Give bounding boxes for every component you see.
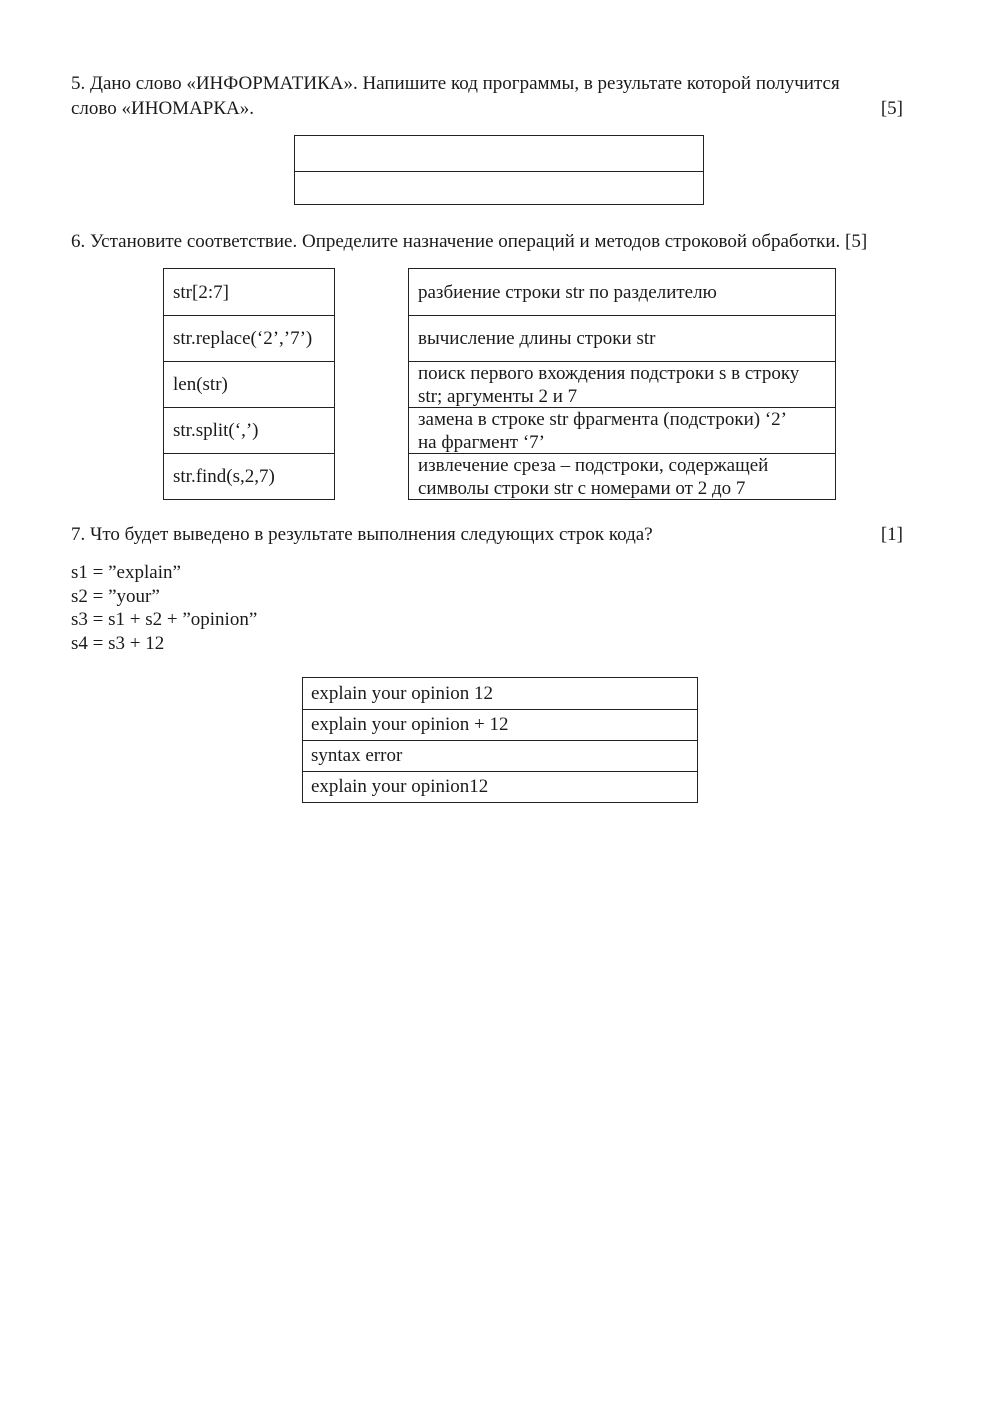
q6-description-text: вычисление длины строки str (418, 328, 656, 349)
q6-description-text: извлечение среза – подстроки, содержащей (418, 455, 769, 476)
q6-description-text: поиск первого вхождения подстроки s в строку (418, 363, 800, 384)
q7-option[interactable]: explain your opinion12 (303, 771, 697, 802)
q5-answer-box (294, 135, 704, 205)
q7-code-line: s2 = ”your” (71, 585, 160, 607)
q7-option[interactable]: explain your opinion + 12 (303, 709, 697, 740)
q6-description-text: замена в строке str фрагмента (подстроки) ‘2’ (418, 409, 787, 430)
q5-text-line2: слово «ИНОМАРКА». (71, 98, 254, 119)
q6-description-text: символы строки str с номерами от 2 до 7 (418, 478, 746, 499)
q6-operation-cell[interactable] (164, 361, 334, 407)
q6-operation-cell[interactable] (164, 315, 334, 361)
q7-code-line: s3 = s1 + s2 + ”opinion” (71, 609, 258, 630)
q5-points: [5] (880, 98, 903, 119)
q6-operation-cell[interactable] (164, 269, 334, 315)
q6-description-cell[interactable] (409, 361, 835, 407)
q6-operation-cell[interactable] (164, 407, 334, 453)
q6-description-text: на фрагмент ‘7’ (418, 432, 545, 453)
q7-heading: 7. Что будет выведено в результате выполнения следующих строк кода? (71, 524, 653, 545)
q5-text-line1: 5. Дано слово «ИНФОРМАТИКА». Напишите код программы, в результате которой получится (71, 73, 840, 94)
q6-operation-text: str.split(‘,’) (173, 420, 259, 441)
q6-operation-text: str.find(s,2,7) (173, 466, 275, 487)
q7-code-block (71, 561, 257, 655)
q6-description-cell[interactable] (409, 315, 835, 361)
q6-operation-text: str.replace(‘2’,’7’) (173, 328, 313, 349)
q6-operation-text: len(str) (173, 374, 228, 395)
q6-description-text: разбиение строки str по разделителю (418, 281, 717, 303)
q6-operation-cell[interactable] (164, 453, 334, 499)
q6-description-text: str; аргументы 2 и 7 (418, 386, 578, 407)
q6-operation-text: str[2:7] (173, 281, 229, 303)
q6-description-cell[interactable] (409, 453, 835, 499)
q5-answer-field-1[interactable] (295, 136, 703, 171)
q7-code-line: s4 = s3 + 12 (71, 632, 165, 654)
q6-operations-table (163, 268, 335, 500)
q6-descriptions-table (408, 268, 836, 500)
q7-options-table (302, 677, 698, 803)
q7-points: [1] (880, 524, 903, 545)
q6-description-cell[interactable] (409, 407, 835, 453)
q7-option[interactable]: explain your opinion 12 (311, 682, 494, 704)
q7-option[interactable]: syntax error (303, 740, 697, 771)
q6-description-cell[interactable] (409, 269, 835, 315)
q5-answer-field-2[interactable] (295, 171, 703, 206)
q6-heading: 6. Установите соответствие. Определите назначение операций и методов строковой обработки. [5] (71, 231, 868, 252)
q7-code-line: s1 = ”explain” (71, 562, 181, 583)
